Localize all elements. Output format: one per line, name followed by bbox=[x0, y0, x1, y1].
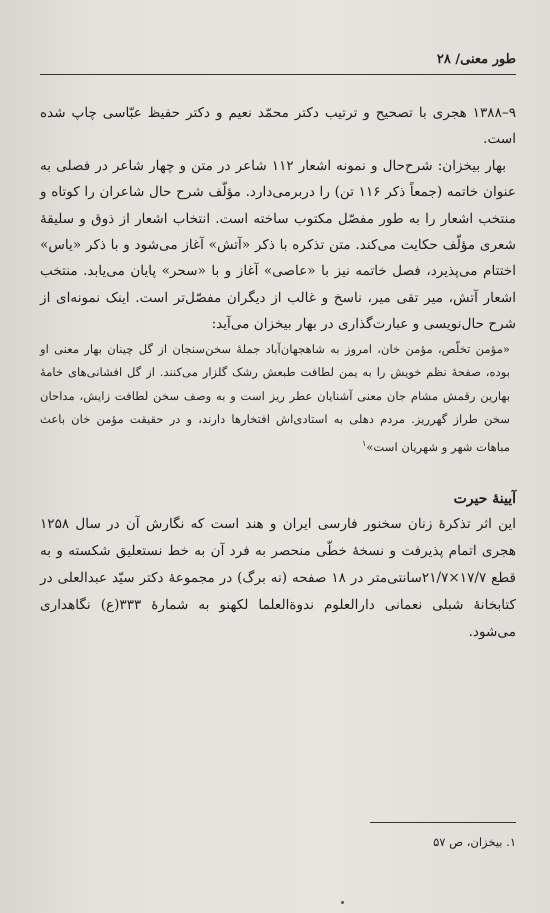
section-title: آیینهٔ حیرت bbox=[453, 491, 516, 508]
paragraph-3: این اثر تذکرهٔ زنان سخنور فارسی ایران و هند است که نگارش آن در سال ۱۲۵۸ هجری اتمام پذیرفت و نسخهٔ خطّی منحصر به فرد آن به خط نستعلیق شکسته و به قطع ۱۷/۷×۲۱/۷سانتی‌متر در ۱۸ صفحه (نه برگ) در مجموعهٔ دکتر سیّد عبدالعلی در کتابخانهٔ شبلی نعمانی دارالعلوم ندوةالعلما لکهنو به شمارهٔ ۳۳۳(ع) نگاهداری می‌شود. bbox=[40, 516, 516, 641]
quote-text bbox=[40, 338, 510, 459]
running-head: طور معنی/ ۲۸ bbox=[436, 52, 516, 67]
page-header bbox=[40, 52, 516, 67]
header-rule bbox=[40, 74, 516, 75]
page-body bbox=[40, 100, 516, 646]
paragraph-2: بهار بیخزان: شرح‌حال و نمونه اشعار ۱۱۲ شاعر در متن و چهار شاعر در فصلی به عنوان خاتمه (جمعاً ذکر ۱۱۶ تن) را در‌برمی‌دارد. مؤلّف شرح حال شاعران را کوتاه و منتخب اشعار را به طور مفصّل مکتوب ساخته است. انتخاب اشعار از ذوق و سلیقهٔ شعری مؤلّف حکایت می‌کند. متن تذکره با ذکر «آتش» آغاز می‌شود و با ذکر «یاس» اختتام می‌پذیرد، فصل خاتمه نیز با «عاصی» آغاز و با «سحر» پایان می‌یابد. منتخب اشعار آتش، میر تقی میر، ناسخ و غالب از دیگران مفصّل‌تر است. اینک نمونه‌ای از شرح حال‌نویسی و عبارت‌گذاری در بهار بیخزان می‌آید: bbox=[40, 157, 516, 333]
footnote-rule bbox=[370, 822, 516, 823]
block-quote bbox=[40, 338, 516, 459]
quote-text-body: «مؤمن تخلّص، مؤمن خان، امروز به شاهجهان‌آباد جملهٔ سخن‌سنجان از گل چینان بهار معنی او بوده، صفحهٔ نظم خویش را به یمن لطافت طبعش رشک گلزار می‌کنند. از گل افشانی‌های خامهٔ بهارین رقمش مشام جان معنی آشنایان عطر ریز است و به وصف سخن لطافت زایش، مداحان سخن طراز گهرریز. مردم دهلی به استادی‌اش افتخارها دارند، و در حقیقت مؤمن خان باعث مباهات شهر و شهریان است» bbox=[40, 341, 510, 454]
footnote-marker: ۱ bbox=[361, 438, 367, 448]
paragraph-1: ۹–۱۳۸۸ هجری با تصحیح و ترتیب دکتر محمّد نعیم و دکتر حفیظ عبّاسی چاپ شده است. bbox=[40, 105, 516, 148]
footnote-1: ۱. بیخزان، ص ۵۷ bbox=[433, 835, 516, 849]
page-mark bbox=[341, 901, 344, 904]
